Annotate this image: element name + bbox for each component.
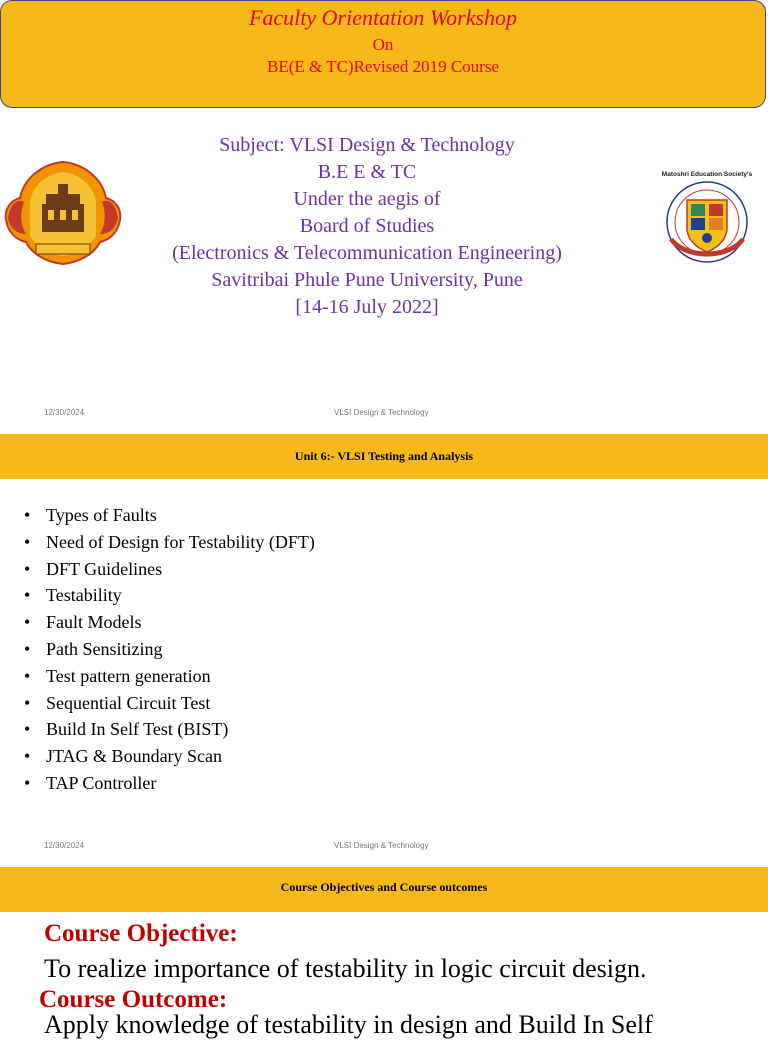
topic-item (24, 502, 315, 529)
topic-label: Testability (46, 585, 122, 606)
college-emblem-logo (655, 166, 759, 270)
topic-label: Types of Faults (46, 505, 157, 525)
slide2-footer-subject: VLSI Design & Technology (334, 841, 429, 850)
topic-label: Fault Models (46, 612, 142, 633)
course-outcome-heading: Course Outcome: (39, 986, 228, 1013)
topic-item (24, 770, 315, 797)
topics-list (24, 502, 315, 797)
aegis-line: Under the aegis of (293, 188, 441, 210)
degree-line: B.E E & TC (317, 161, 417, 183)
topic-label: Need of Design for Testability (DFT) (46, 531, 315, 552)
bullet-icon: • (24, 531, 31, 552)
topic-label: Test pattern generation (46, 665, 211, 686)
topic-label: Build In Self Test (BIST) (46, 719, 229, 740)
bullet-icon: • (24, 746, 31, 767)
workshop-course: BE(E & TC)Revised 2019 Course (267, 57, 499, 76)
bullet-icon: • (24, 505, 31, 525)
topic-item (24, 716, 315, 743)
course-outcome-text: Apply knowledge of testability in design and Build In Self (44, 1010, 653, 1039)
unit-title: Unit 6:- VLSI Testing and Analysis (294, 449, 474, 463)
topic-item (24, 743, 315, 770)
topic-item (24, 636, 315, 663)
slide2-footer-date: 12/30/2024 (44, 841, 85, 850)
topic-item (24, 609, 315, 636)
board-line: Board of Studies (299, 215, 435, 237)
college-society-caption: Matoshri Education Society's (661, 171, 753, 178)
topic-item (24, 690, 315, 717)
bullet-icon: • (24, 772, 31, 793)
subject-block (120, 132, 614, 321)
slide1-footer-subject: VLSI Design & Technology (334, 408, 429, 417)
slide1-footer-date: 12/30/2024 (44, 408, 85, 417)
objectives-title: Course Objectives and Course outcomes (280, 880, 488, 894)
bullet-icon: • (24, 612, 31, 633)
course-objective-heading: Course Objective: (44, 920, 238, 947)
subject-line: Subject: VLSI Design & Technology (219, 134, 515, 156)
workshop-title: Faculty Orientation Workshop (248, 5, 518, 30)
course-objective-text: To realize importance of testability in logic circuit design. (44, 954, 647, 983)
bullet-icon: • (24, 558, 31, 579)
topic-label: Path Sensitizing (46, 638, 163, 659)
topic-item (24, 663, 315, 690)
university-emblem-logo (2, 158, 124, 270)
bullet-icon: • (24, 638, 31, 659)
bullet-icon: • (24, 585, 31, 606)
university-line: Savitribai Phule Pune University, Pune (211, 269, 523, 291)
topic-label: DFT Guidelines (46, 558, 163, 579)
dates-line: [14-16 July 2022] (295, 296, 439, 318)
topic-item (24, 582, 315, 609)
topic-label: TAP Controller (46, 772, 157, 793)
bullet-icon: • (24, 665, 31, 686)
topic-label: JTAG & Boundary Scan (46, 746, 223, 767)
workshop-banner (0, 0, 766, 108)
topic-item (24, 556, 315, 583)
topic-item (24, 529, 315, 556)
bullet-icon: • (24, 719, 31, 740)
unit-title-band (0, 434, 768, 479)
objectives-band (0, 867, 768, 912)
topic-label: Sequential Circuit Test (46, 692, 211, 713)
department-line: (Electronics & Telecommunication Engineering) (172, 242, 562, 264)
bullet-icon: • (24, 692, 31, 713)
workshop-on-label: On (372, 35, 394, 54)
